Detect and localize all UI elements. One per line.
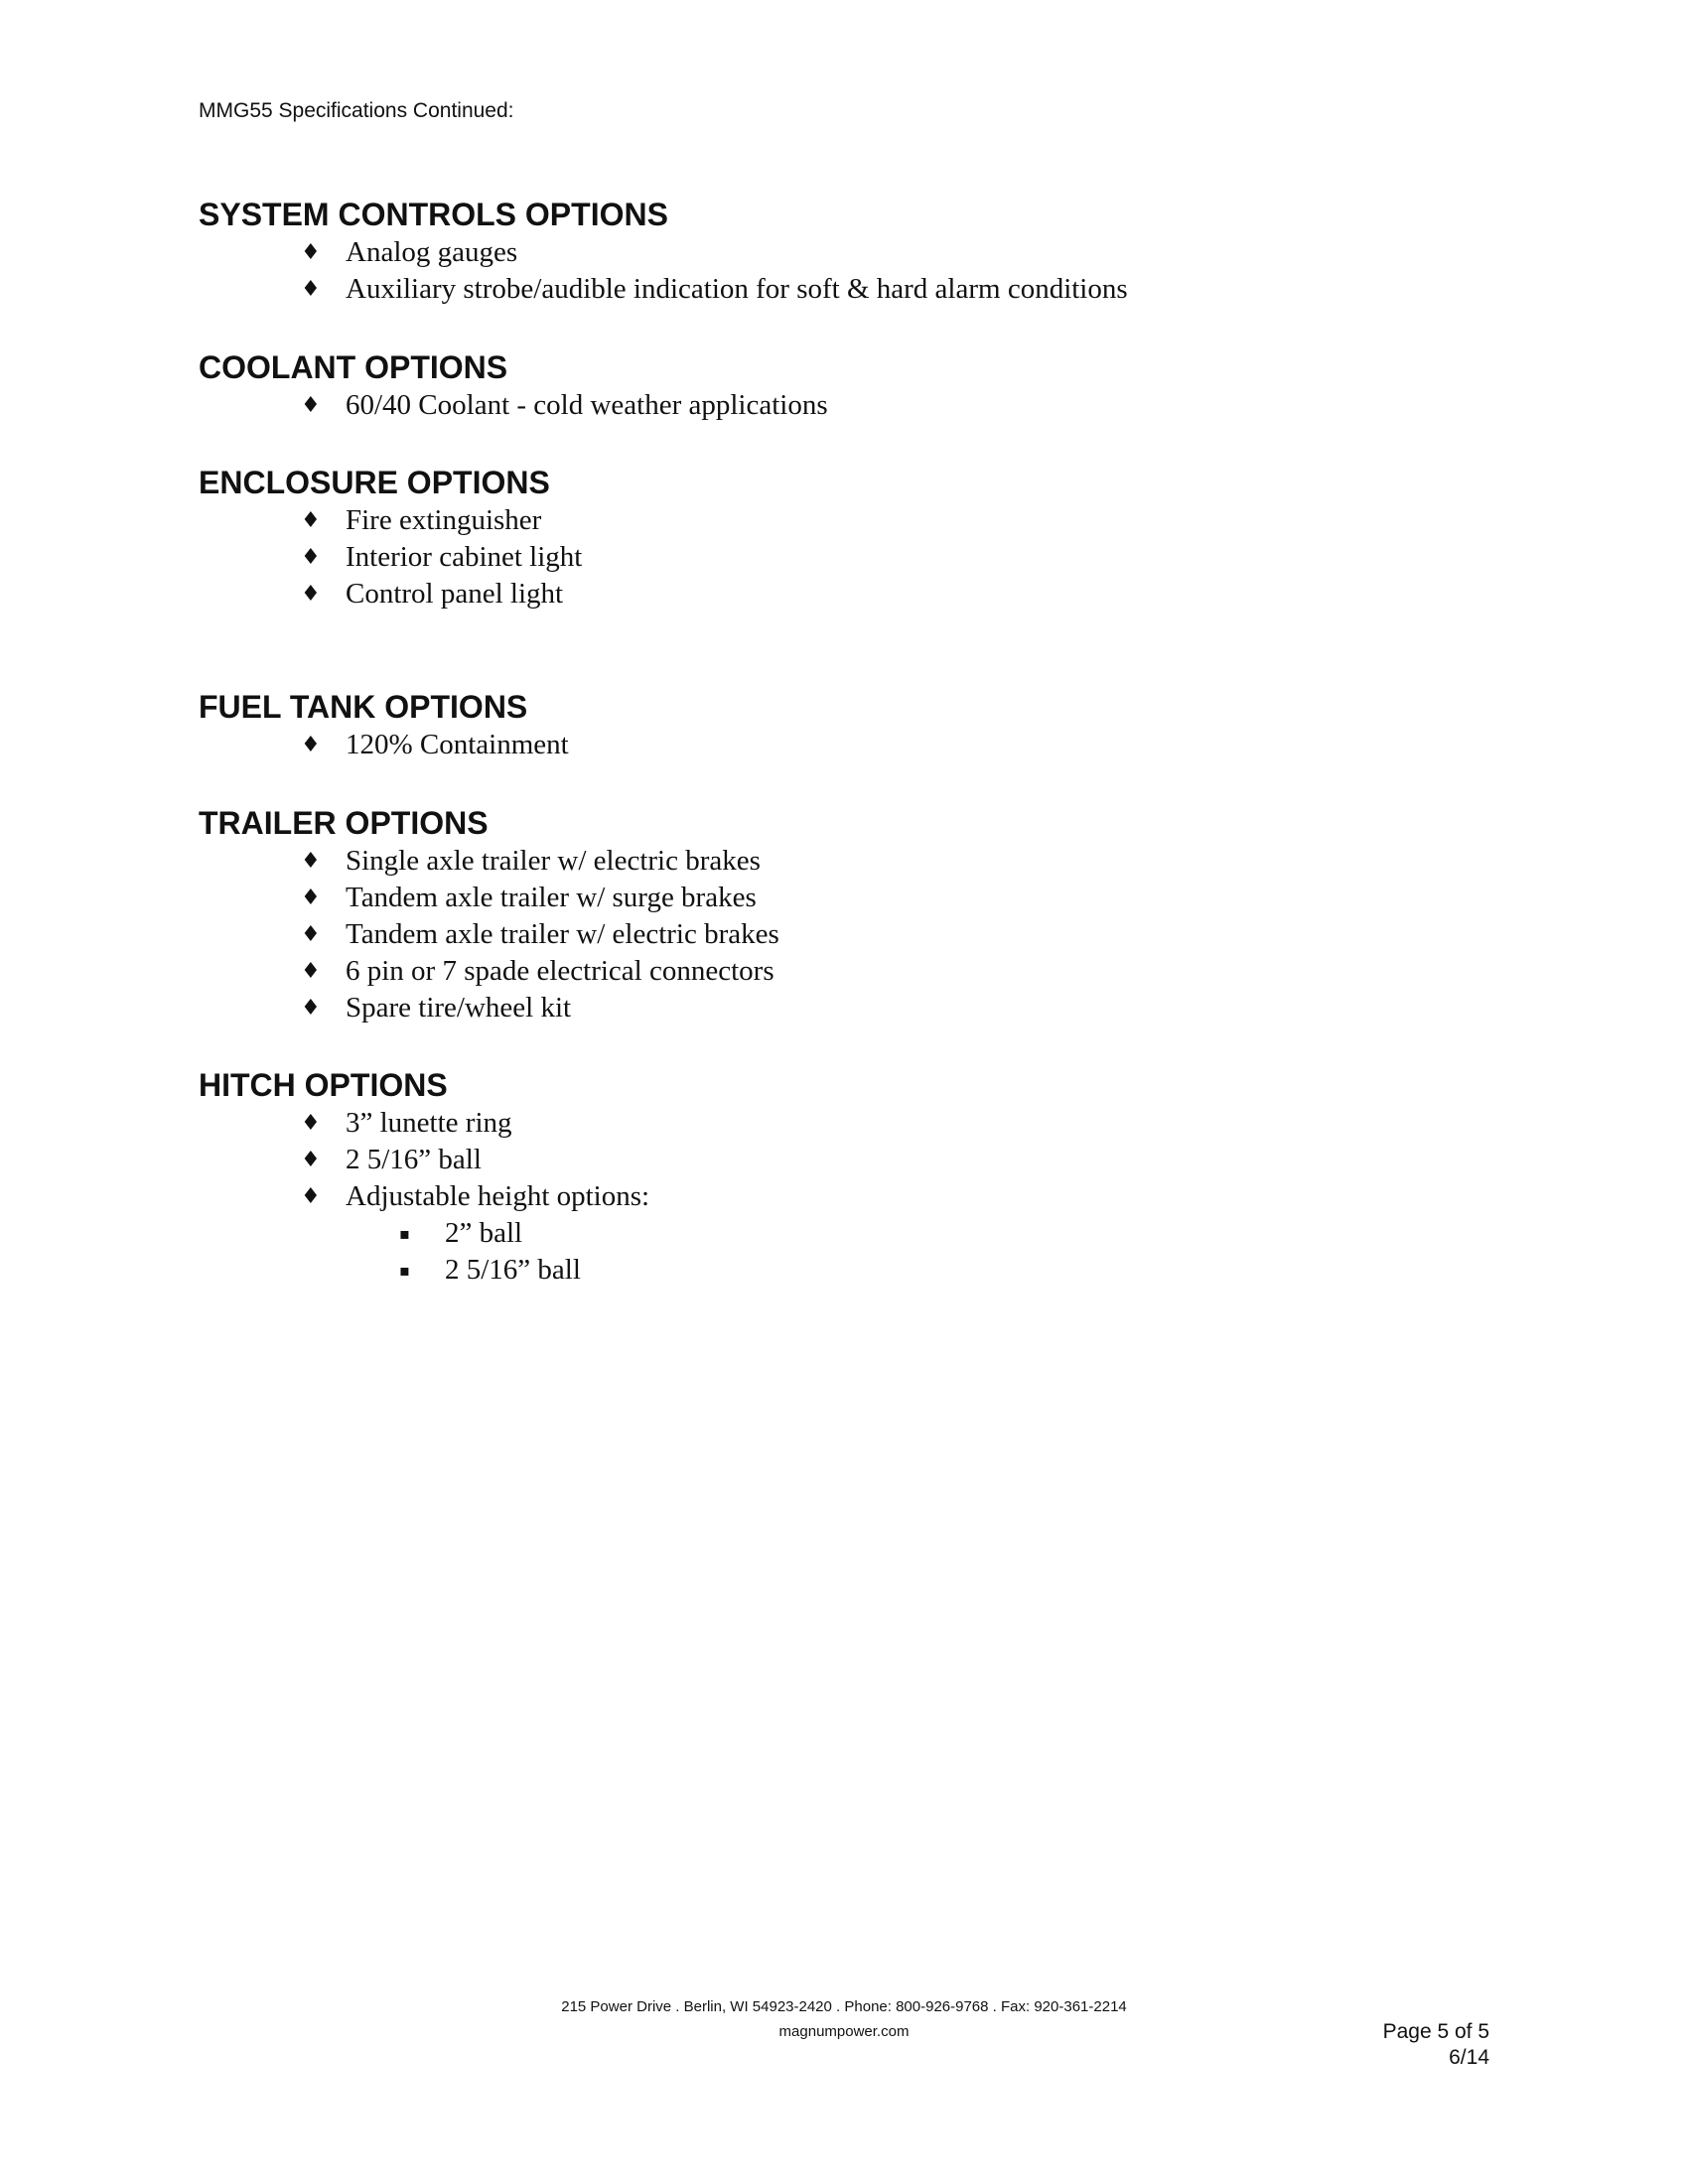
list-item-text: 6 pin or 7 spade electrical connectors: [346, 955, 774, 987]
list-item-text: 3” lunette ring: [346, 1107, 512, 1139]
list-item: [199, 1105, 1489, 1142]
list-item: [199, 843, 1489, 880]
list-item-text: 2 5/16” ball: [346, 1144, 482, 1175]
option-list: [199, 502, 1489, 613]
sub-list-item-text: 2” ball: [445, 1217, 523, 1249]
diamond-bullet-icon: ♦: [301, 849, 321, 874]
list-item: [199, 880, 1489, 916]
list-item: [199, 539, 1489, 576]
list-item-text: Adjustable height options:: [346, 1180, 650, 1212]
list-item-text: Single axle trailer w/ electric brakes: [346, 845, 761, 877]
diamond-bullet-icon: ♦: [301, 508, 321, 533]
sub-option-list: [199, 1215, 1489, 1289]
diamond-bullet-icon: ♦: [301, 733, 321, 757]
diamond-bullet-icon: ♦: [301, 996, 321, 1021]
section-title: ENCLOSURE OPTIONS: [199, 465, 550, 500]
option-list: [199, 234, 1489, 308]
diamond-bullet-icon: ♦: [301, 393, 321, 418]
diamond-bullet-icon: ♦: [301, 922, 321, 947]
list-item: [199, 387, 1489, 424]
list-item: [199, 990, 1489, 1026]
list-item: [199, 1178, 1489, 1215]
section-hitch: [199, 1066, 1489, 1289]
list-item: [199, 234, 1489, 271]
diamond-bullet-icon: ♦: [301, 959, 321, 984]
diamond-bullet-icon: ♦: [301, 886, 321, 910]
sub-list-item-text: 2 5/16” ball: [445, 1254, 581, 1286]
diamond-bullet-icon: ♦: [301, 1184, 321, 1209]
section-title: TRAILER OPTIONS: [199, 805, 489, 841]
list-item-text: Control panel light: [346, 578, 564, 610]
footer-website: magnumpower.com: [778, 2023, 910, 2040]
revision-date: 6/14: [1449, 2046, 1489, 2069]
list-item: [199, 953, 1489, 990]
sub-list-item: [199, 1215, 1489, 1252]
square-bullet-icon: ▪: [399, 1261, 410, 1280]
section-title: COOLANT OPTIONS: [199, 349, 508, 385]
page-header: MMG55 Specifications Continued:: [199, 99, 514, 122]
section-enclosure: [199, 464, 1489, 613]
diamond-bullet-icon: ♦: [301, 582, 321, 607]
section-trailer: [199, 804, 1489, 1026]
section-title: HITCH OPTIONS: [199, 1067, 448, 1103]
section-system-controls: [199, 196, 1489, 308]
list-item: [199, 916, 1489, 953]
diamond-bullet-icon: ♦: [301, 240, 321, 265]
sub-list-item: [199, 1252, 1489, 1289]
list-item-text: Analog gauges: [346, 236, 518, 268]
list-item-text: Tandem axle trailer w/ electric brakes: [346, 918, 779, 950]
section-fuel-tank: [199, 688, 1489, 763]
list-item-text: Fire extinguisher: [346, 504, 542, 536]
section-coolant: [199, 348, 1489, 424]
footer-address: 215 Power Drive . Berlin, WI 54923-2420 . Phone: 800-926-9768 . Fax: 920-361-2214: [561, 1998, 1127, 2015]
option-list: [199, 843, 1489, 1026]
option-list: [199, 727, 1489, 763]
list-item-text: 120% Containment: [346, 729, 569, 760]
option-list: [199, 1105, 1489, 1215]
section-title: FUEL TANK OPTIONS: [199, 689, 528, 725]
section-title: SYSTEM CONTROLS OPTIONS: [199, 197, 668, 232]
list-item-text: Interior cabinet light: [346, 541, 583, 573]
diamond-bullet-icon: ♦: [301, 1148, 321, 1172]
diamond-bullet-icon: ♦: [301, 277, 321, 302]
list-item: [199, 727, 1489, 763]
list-item: [199, 271, 1489, 308]
page-number: Page 5 of 5: [1382, 2020, 1489, 2043]
list-item-text: Spare tire/wheel kit: [346, 992, 572, 1024]
list-item: [199, 502, 1489, 539]
list-item: [199, 576, 1489, 613]
list-item-text: Tandem axle trailer w/ surge brakes: [346, 882, 757, 913]
list-item-text: Auxiliary strobe/audible indication for soft & hard alarm conditions: [346, 273, 1128, 305]
list-item-text: 60/40 Coolant - cold weather applications: [346, 389, 828, 421]
diamond-bullet-icon: ♦: [301, 1111, 321, 1136]
diamond-bullet-icon: ♦: [301, 545, 321, 570]
option-list: [199, 387, 1489, 424]
square-bullet-icon: ▪: [399, 1224, 410, 1243]
list-item: [199, 1142, 1489, 1178]
